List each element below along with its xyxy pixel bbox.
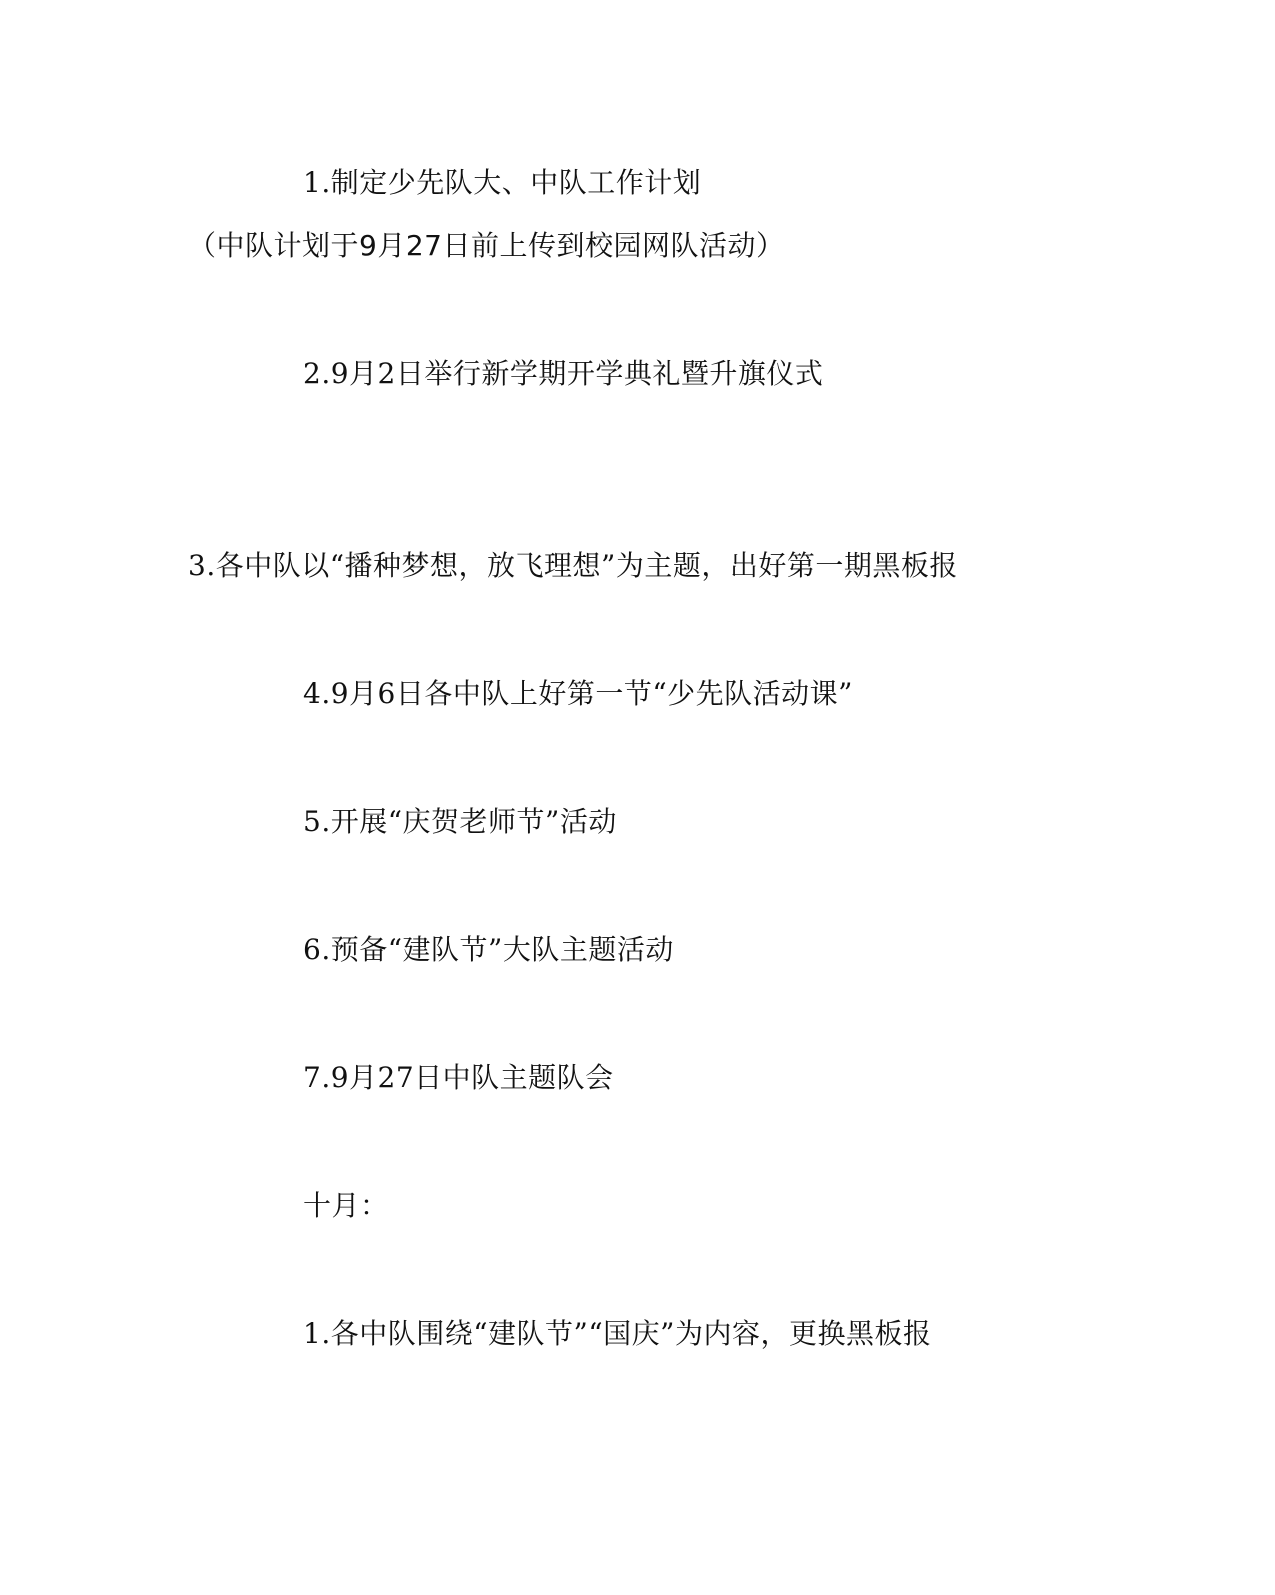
- plan-item-4: 4.9月6日各中队上好第一节“少先队活动课”: [303, 677, 853, 710]
- october-item-1: 1.各中队围绕“建队节”“国庆”为内容，更换黑板报: [303, 1317, 932, 1350]
- month-heading-october: 十月：: [303, 1189, 389, 1222]
- plan-item-1-note: （中队计划于9月27日前上传到校园网队活动）: [188, 229, 785, 262]
- plan-item-3: 3.各中队以“播种梦想，放飞理想”为主题，出好第一期黑板报: [188, 549, 958, 582]
- plan-item-6: 6.预备“建队节”大队主题活动: [303, 933, 674, 966]
- plan-item-2: 2.9月2日举行新学期开学典礼暨升旗仪式: [303, 357, 824, 390]
- plan-item-5: 5.开展“庆贺老师节”活动: [303, 805, 617, 838]
- plan-item-1: 1.制定少先队大、中队工作计划: [303, 166, 702, 199]
- plan-item-7: 7.9月27日中队主题队会: [303, 1061, 614, 1094]
